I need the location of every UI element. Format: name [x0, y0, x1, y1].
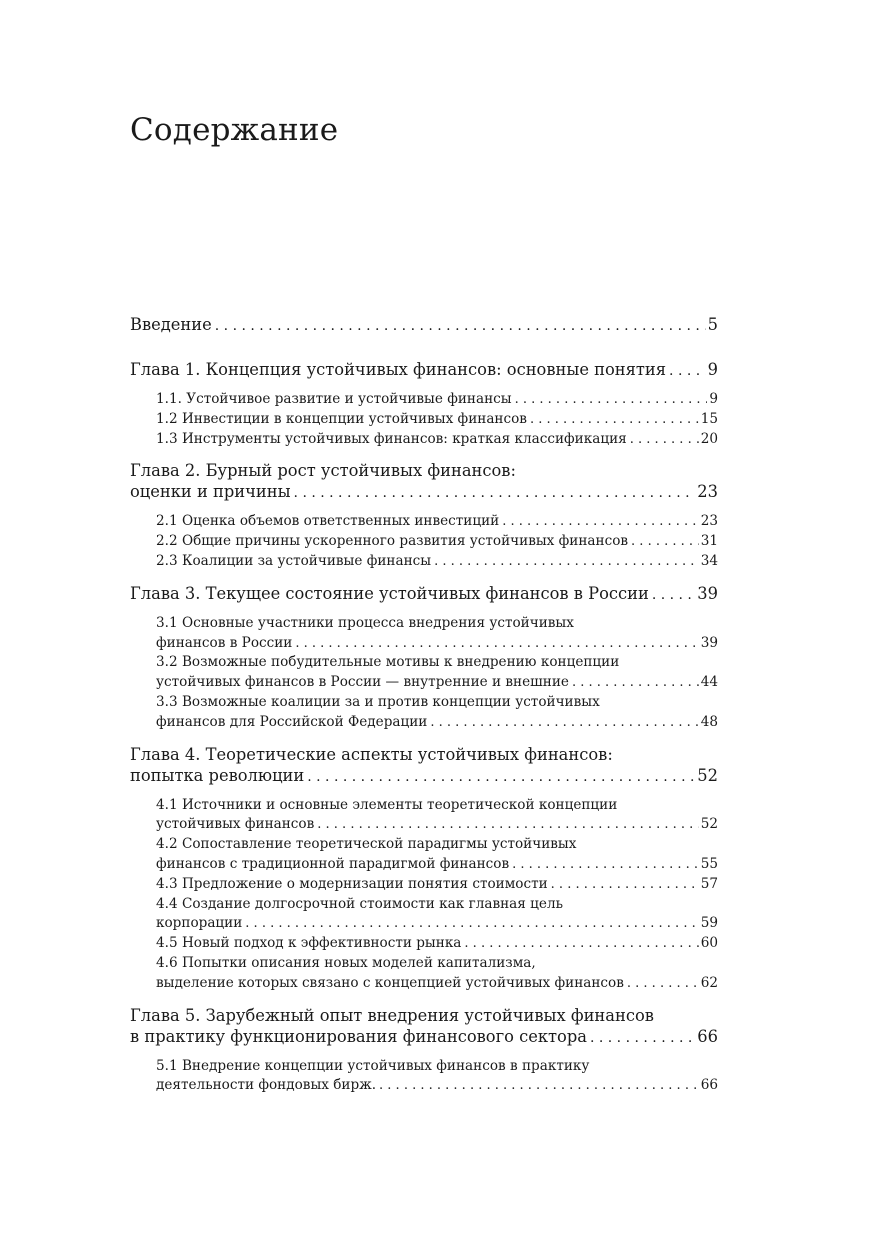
toc-chapter-heading-title-line: Глава 3. Текущее состояние устойчивых финансов в России: [130, 583, 649, 603]
toc-chapter-heading-title-line: Глава 4. Теоретические аспекты устойчивых финансов:: [130, 744, 613, 764]
toc-section-entry-title-line: 1.2 Инвестиции в концепции устойчивых финансов: [156, 410, 527, 427]
toc-section-entry-title-line: 2.1 Оценка объемов ответственных инвестиций: [156, 513, 500, 530]
toc-section-entry-title-line: 4.6 Попытки описания новых моделей капитализма,: [156, 954, 536, 971]
dot-leader: [631, 532, 699, 552]
toc-section-entry-page-number: 31: [700, 533, 718, 550]
dot-leader: [430, 713, 698, 733]
dot-leader: [294, 483, 696, 504]
toc-section-entry[interactable]: [130, 1057, 718, 1097]
table-of-contents: [130, 314, 718, 1107]
toc-section-entry-title-line: 4.4 Создание долгосрочной стоимости как главная цель: [156, 895, 563, 912]
dot-leader: [464, 934, 698, 954]
dot-leader: [317, 815, 698, 835]
dot-leader: [307, 767, 695, 788]
toc-chapter-heading-page-number: 9: [707, 360, 718, 379]
toc-section-entry[interactable]: [130, 835, 718, 875]
toc-section-entry-title-line: 2.2 Общие причины ускоренного развития устойчивых финансов: [156, 533, 629, 550]
toc-chapter-heading-page-number: 66: [697, 1026, 718, 1046]
toc-section-entry[interactable]: [130, 796, 718, 836]
toc-chapter-heading[interactable]: [130, 460, 718, 504]
toc-section-entry-title-line: 1.1. Устойчивое развитие и устойчивые финансы: [156, 391, 512, 407]
toc-section-entry-page-number: 52: [700, 816, 718, 833]
toc-section-entry-title-line: корпорации: [156, 915, 243, 932]
dot-leader: [572, 673, 699, 693]
toc-chapter-heading-page-number: 52: [697, 765, 718, 785]
dot-leader: [627, 974, 699, 994]
toc-section-entry-page-number: 15: [700, 410, 718, 427]
toc-section-entry-title-line: 3.3 Возможные коалиции за и против концепции устойчивых: [156, 693, 600, 710]
toc-section-entry[interactable]: [130, 532, 718, 552]
page-title: Содержание: [130, 112, 339, 148]
dot-leader: [652, 585, 695, 606]
toc-section-entry-title-line: выделение которых связано с концепцией устойчивых финансов: [156, 974, 624, 991]
dot-leader: [379, 1076, 699, 1096]
dot-leader: [295, 634, 698, 654]
toc-section-entry-title-line: 4.2 Сопоставление теоретической парадигмы устойчивых: [156, 836, 577, 853]
toc-chapter-heading-title-line: Глава 2. Бурный рост устойчивых финансов:: [130, 461, 516, 481]
toc-section-entry-page-number: 60: [700, 935, 718, 952]
toc-section-entry-title-line: финансов для Российской Федерации: [156, 713, 428, 730]
toc-section-entry-title-line: устойчивых финансов в России — внутренние и внешние: [156, 674, 569, 691]
toc-section-entry-page-number: 62: [700, 974, 718, 991]
dot-leader: [551, 875, 699, 895]
toc-section-entry-page-number: 20: [700, 430, 718, 447]
toc-chapter-heading[interactable]: [130, 744, 718, 788]
toc-section-entry[interactable]: [130, 934, 718, 954]
dot-leader: [434, 552, 699, 572]
toc-section-entry-title-line: 3.2 Возможные побудительные мотивы к внедрению концепции: [156, 654, 620, 671]
toc-section-entry-title-line: устойчивых финансов: [156, 816, 315, 833]
toc-section-entry-title-line: финансов в России: [156, 634, 293, 651]
toc-section-entry-page-number: 9: [709, 391, 718, 407]
toc-entry-intro-page-number: 5: [707, 315, 718, 334]
toc-section-entry-page-number: 34: [700, 552, 718, 569]
toc-section-entry-title-line: деятельности фондовых бирж.: [156, 1077, 377, 1094]
toc-section-entry-page-number: 44: [700, 674, 718, 691]
toc-section-entry-title-line: 4.3 Предложение о модернизации понятия стоимости: [156, 875, 548, 892]
toc-section-entry[interactable]: [130, 614, 718, 654]
toc-chapter-heading-title-line: оценки и причины: [130, 482, 291, 502]
toc-section-entry-title-line: финансов с традиционной парадигмой финансов: [156, 855, 510, 872]
toc-chapter-heading-page-number: 23: [697, 482, 718, 502]
toc-section-entry-title-line: 4.1 Источники и основные элементы теоретической концепции: [156, 796, 618, 813]
toc-chapter-heading[interactable]: [130, 359, 718, 382]
toc-chapter-heading-title-line: Глава 5. Зарубежный опыт внедрения устойчивых финансов: [130, 1005, 654, 1025]
toc-section-entry-title-line: 4.5 Новый подход к эффективности рынка: [156, 935, 462, 952]
toc-section-entry-page-number: 55: [700, 855, 718, 872]
toc-section-entry-title-line: 5.1 Внедрение концепции устойчивых финансов в практику: [156, 1057, 590, 1074]
toc-section-entry-page-number: 57: [700, 875, 718, 892]
dot-leader: [630, 430, 699, 450]
toc-chapter-heading-title-line: попытка революции: [130, 765, 305, 785]
toc-chapter-heading-page-number: 39: [697, 583, 718, 603]
dot-leader: [530, 410, 699, 430]
toc-section-entry[interactable]: [130, 693, 718, 733]
dot-leader: [512, 855, 699, 875]
toc-section-entry[interactable]: [130, 653, 718, 693]
toc-section-entry[interactable]: [130, 552, 718, 572]
toc-chapter-1: [130, 359, 718, 449]
toc-section-entry[interactable]: [130, 390, 718, 410]
toc-chapter-heading[interactable]: [130, 1005, 718, 1049]
dot-leader: [502, 512, 698, 532]
toc-chapter-heading-title-line: Глава 1. Концепция устойчивых финансов: основные понятия: [130, 360, 667, 379]
toc-chapter-5: [130, 1005, 718, 1097]
dot-leader: [515, 390, 708, 410]
toc-section-entry-page-number: 66: [700, 1077, 718, 1094]
toc-entry-intro-title: Введение: [130, 315, 212, 334]
toc-chapter-heading[interactable]: [130, 583, 718, 606]
toc-entry-intro[interactable]: [130, 314, 718, 337]
toc-chapter-4: [130, 744, 718, 994]
dot-leader: [669, 361, 706, 382]
toc-section-entry[interactable]: [130, 875, 718, 895]
toc-section-entry-title-line: 2.3 Коалиции за устойчивые финансы: [156, 552, 432, 569]
toc-section-entry[interactable]: [130, 512, 718, 532]
toc-section-entry[interactable]: [130, 410, 718, 430]
toc-section-entry-page-number: 48: [700, 713, 718, 730]
toc-chapter-3: [130, 583, 718, 733]
dot-leader: [215, 316, 706, 337]
toc-chapter-heading-title-line: в практику функционирования финансового сектора: [130, 1026, 587, 1046]
toc-section-entry-page-number: 23: [700, 513, 718, 530]
toc-section-entry-title-line: 1.3 Инструменты устойчивых финансов: краткая классификация: [156, 430, 627, 447]
toc-section-entry[interactable]: [130, 954, 718, 994]
toc-section-entry-page-number: 59: [700, 915, 718, 932]
toc-section-entry[interactable]: [130, 895, 718, 935]
toc-chapter-2: [130, 460, 718, 571]
dot-leader: [590, 1028, 695, 1049]
toc-section-entry[interactable]: [130, 430, 718, 450]
toc-section-entry-page-number: 39: [700, 634, 718, 651]
dot-leader: [245, 914, 698, 934]
toc-section-entry-title-line: 3.1 Основные участники процесса внедрения устойчивых: [156, 614, 574, 631]
